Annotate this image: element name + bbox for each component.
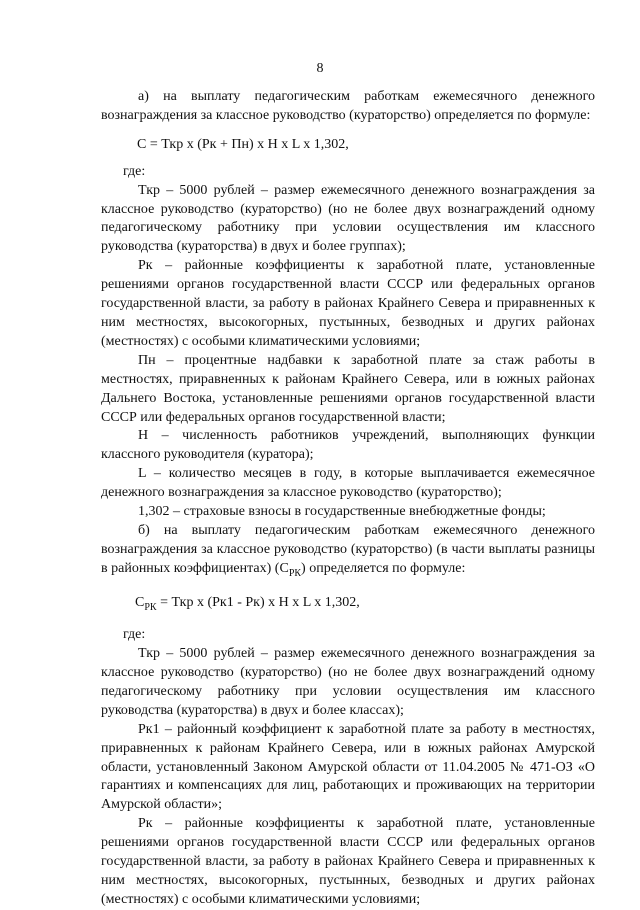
gde-label-2: где: xyxy=(123,627,146,643)
definition-rk1: Рк1 – районный коэффициент к заработной плате за работу в местностях, приравненных к районам Крайнего Севера, или в южных районах Амурской области, установленный Законом Амурской области от 11.04.2005 № 471-ОЗ «О гарантиях и компенсациях для лиц, работающих и проживающих на территории Амурской области»; xyxy=(101,721,595,813)
definition-l: L – количество месяцев в году, в которые выплачивается ежемесячное денежного вознаграждения за классное руководство (кураторство); xyxy=(101,466,595,501)
definition-pn: Пн – процентные надбавки к заработной плате за стаж работы в местностях, приравненных к районам Крайнего Севера, или в южных районах Дальнего Востока, установленные решениями органов государственной власти СССР или федеральных органов государственной власти; xyxy=(101,352,595,425)
definition-insurance: 1,302 – страховые взносы в государственные внебюджетные фонды; xyxy=(138,504,546,520)
formula-crk-rest: = Ткр х (Рк1 - Рк) х Н х L х 1,302, xyxy=(156,595,360,611)
page-number: 8 xyxy=(316,61,324,76)
gde-label-1: где: xyxy=(123,163,146,179)
definition-tkr-2: Ткр – 5000 рублей – размер ежемесячного денежного вознаграждения за классное руководство (кураторство) (но не более двух вознаграждений одному педагогическому работнику при условии осуществления им классного руководства (кураторства) в двух и более классах); xyxy=(101,646,595,718)
b-intro-end: ) определяется по формуле: xyxy=(301,560,466,576)
definition-n: Н – численность работников учреждений, выполняющих функции классного руководителя (куратора); xyxy=(101,428,595,463)
b-intro-subscript: РК xyxy=(288,567,302,579)
formula-crk-c: С xyxy=(135,595,145,611)
paragraph-b-intro xyxy=(101,522,595,584)
definition-rk-2: Рк – районные коэффициенты к заработной плате, установленные решениями органов государственной власти СССР или федеральных органов государственной власти, за работу в районах Крайнего Севера и приравненных к ним местностях, высокогорных, пустынных, безводных и других районах (местностях) с особыми климатическими условиями; xyxy=(101,816,595,907)
paragraph-a-intro: а) на выплату педагогическим работкам ежемесячного денежного вознаграждения за классное руководство (кураторство) определяется по формуле: xyxy=(101,89,595,123)
formula-c: С = Ткр х (Рк + Пн) х Н х L х 1,302, xyxy=(137,136,349,152)
definition-tkr-1: Ткр – 5000 рублей – размер ежемесячного денежного вознаграждения за классное руководство (кураторство) (но не более двух вознаграждений одному педагогическому работнику при условии осуществления им классного руководства (кураторства) в двух и более группах); xyxy=(101,182,595,255)
formula-crk xyxy=(101,594,595,618)
formula-crk-subscript: РК xyxy=(144,602,157,614)
document-body xyxy=(101,88,595,910)
definition-rk-1: Рк – районные коэффициенты к заработной плате, установленные решениями органов государственной власти СССР или федеральных органов государственной власти, за работу в районах Крайнего Севера и приравненных к ним местностях, высокогорных, пустынных, безводных и других районах (местностях) с особыми климатическими условиями; xyxy=(101,258,595,349)
b-intro-text: б) на выплату педагогическим работкам ежемесячного денежного вознаграждения за классное руководство (кураторство) (в части выплаты разницы в районных коэффициентах) (С xyxy=(101,522,595,576)
